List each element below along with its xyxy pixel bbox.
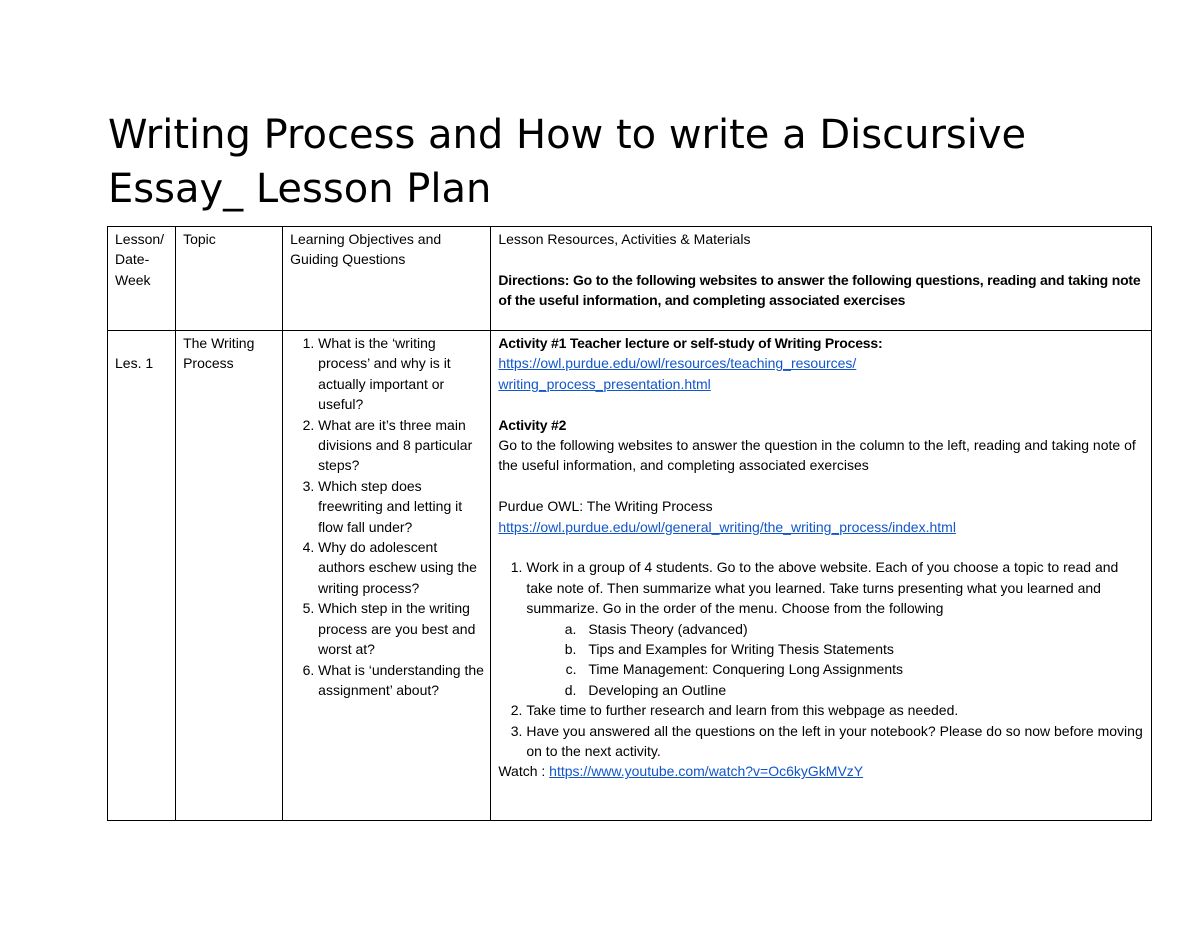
list-item: 4. Why do adolescent authors eschew using the writing process? — [318, 537, 484, 598]
directions-text: Directions: Go to the following websites to answer the following questions, reading and taking note of the useful information, and completing associated exercises — [498, 271, 1141, 309]
topic-options-list — [526, 619, 1145, 701]
activities-cell — [491, 331, 1152, 821]
lesson-number: Les. 1 — [115, 355, 154, 372]
topic-cell: The Writing Process — [176, 331, 283, 821]
step-1-text: Work in a group of 4 students. Go to the above website. Each of you choose a topic to read and take note of. Then summarize what you learned. Take turns presenting what you learned and summarize. Go in the order of the menu. Choose from the following — [526, 559, 1119, 617]
list-item: d. Developing an Outline — [580, 680, 1145, 700]
document-title: Writing Process and How to write a Discursive Essay_ Lesson Plan — [108, 112, 1027, 212]
list-item: a. Stasis Theory (advanced) — [580, 619, 1145, 639]
table-header-row — [108, 227, 1152, 331]
activity-2-title: Activity #2 — [498, 416, 567, 433]
activity-2-text: Go to the following websites to answer the question in the column to the left, reading and taking note of the useful information, and completing associated exercises — [498, 437, 1136, 474]
list-item: 3. Which step does freewriting and letting it flow fall under? — [318, 476, 484, 537]
watch-label: Watch : — [498, 763, 546, 780]
header-resources: Lesson Resources, Activities & Materials — [498, 231, 751, 247]
list-item: 1. What is the ‘writing process’ and why is it actually important or useful? — [318, 333, 484, 415]
header-topic: Topic — [176, 227, 283, 331]
header-resources-cell — [491, 227, 1152, 331]
activity-steps-list — [498, 557, 1145, 761]
list-item: b. Tips and Examples for Writing Thesis Statements — [580, 639, 1145, 659]
activity-1-link-part2[interactable]: writing_process_presentation.html — [498, 375, 711, 392]
activity-1-title: Activity #1 Teacher lecture or self-study of Writing Process: — [498, 335, 883, 351]
list-item — [526, 557, 1145, 700]
list-item: 5. Which step in the writing process are you best and worst at? — [318, 598, 484, 659]
lesson-cell — [108, 331, 176, 821]
owl-writing-process-link[interactable]: https://owl.purdue.edu/owl/general_writing/the_writing_process/index.html — [498, 518, 956, 535]
list-item: 6. What is ‘understanding the assignment’ about? — [318, 660, 484, 701]
list-item: 3. Have you answered all the questions on the left in your notebook? Please do so now before moving on to the next activity. — [526, 721, 1145, 762]
list-item: 2. What are it’s three main divisions and 8 particular steps? — [318, 415, 484, 476]
header-lesson-date-week: Lesson/ Date-Week — [108, 227, 176, 331]
youtube-link[interactable]: https://www.youtube.com/watch?v=Oc6kyGkMVzY — [549, 763, 864, 780]
list-item: c. Time Management: Conquering Long Assignments — [580, 659, 1145, 679]
table-row — [108, 331, 1152, 821]
guiding-questions-list — [290, 333, 484, 700]
list-item: 2. Take time to further research and learn from this webpage as needed. — [526, 700, 1145, 720]
activity-1-link-part1[interactable]: https://owl.purdue.edu/owl/resources/teaching_resources/ — [498, 355, 857, 372]
header-learning-objectives: Learning Objectives and Guiding Questions — [283, 227, 491, 331]
questions-cell — [283, 331, 491, 821]
lesson-plan-table — [107, 226, 1152, 821]
owl-label: Purdue OWL: The Writing Process — [498, 498, 713, 515]
